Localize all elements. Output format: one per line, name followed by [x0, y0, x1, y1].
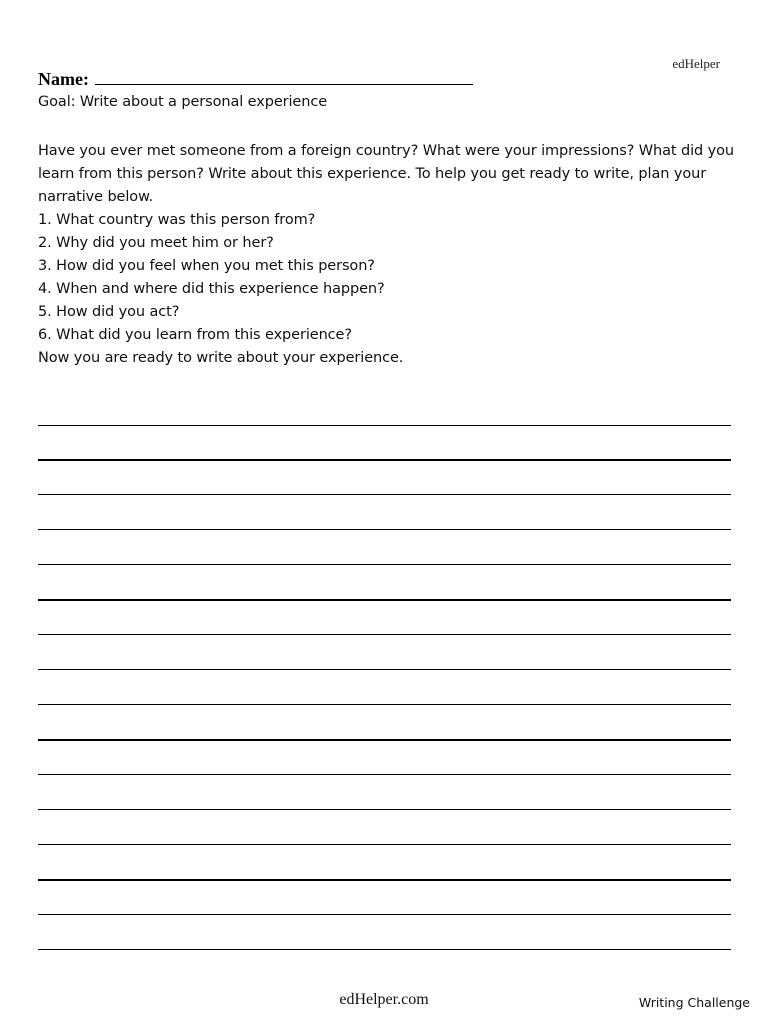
writing-line — [38, 634, 731, 635]
prompt-item: 6. What did you learn from this experience? — [38, 327, 352, 343]
footer-label: Writing Challenge — [638, 995, 750, 1010]
prompt-item: 2. Why did you meet him or her? — [38, 235, 274, 251]
prompt-item: 5. How did you act? — [38, 304, 180, 320]
writing-line — [38, 809, 731, 810]
prompt-item: 4. When and where did this experience happen? — [38, 281, 385, 297]
writing-line — [38, 949, 731, 950]
writing-line — [38, 529, 731, 530]
writing-line — [38, 599, 731, 601]
prompt-item: 1. What country was this person from? — [38, 212, 316, 228]
name-label: Name: — [38, 69, 89, 89]
writing-area[interactable] — [38, 425, 731, 955]
instructions-closing: Now you are ready to write about your experience. — [38, 350, 404, 366]
header-brand: edHelper — [672, 56, 720, 71]
instructions — [38, 140, 738, 370]
prompt-list — [38, 209, 738, 347]
writing-line — [38, 774, 731, 775]
writing-line — [38, 459, 731, 461]
prompt-item: 3. How did you feel when you met this person? — [38, 258, 375, 274]
writing-line — [38, 914, 731, 915]
writing-line — [38, 704, 731, 705]
goal-statement: Goal: Write about a personal experience — [38, 94, 328, 110]
writing-line — [38, 425, 731, 426]
instructions-intro: Have you ever met someone from a foreign country? What were your impressions? What did you learn from this person? Write about this experience. To help you get ready to write, plan your narrative below. — [38, 143, 734, 205]
writing-line — [38, 739, 731, 741]
name-input-line[interactable] — [95, 68, 473, 85]
writing-line — [38, 564, 731, 565]
writing-line — [38, 494, 731, 495]
footer-site: edHelper.com — [339, 991, 429, 1008]
writing-line — [38, 844, 731, 845]
name-field — [38, 68, 473, 90]
writing-line — [38, 669, 731, 670]
writing-line — [38, 879, 731, 881]
